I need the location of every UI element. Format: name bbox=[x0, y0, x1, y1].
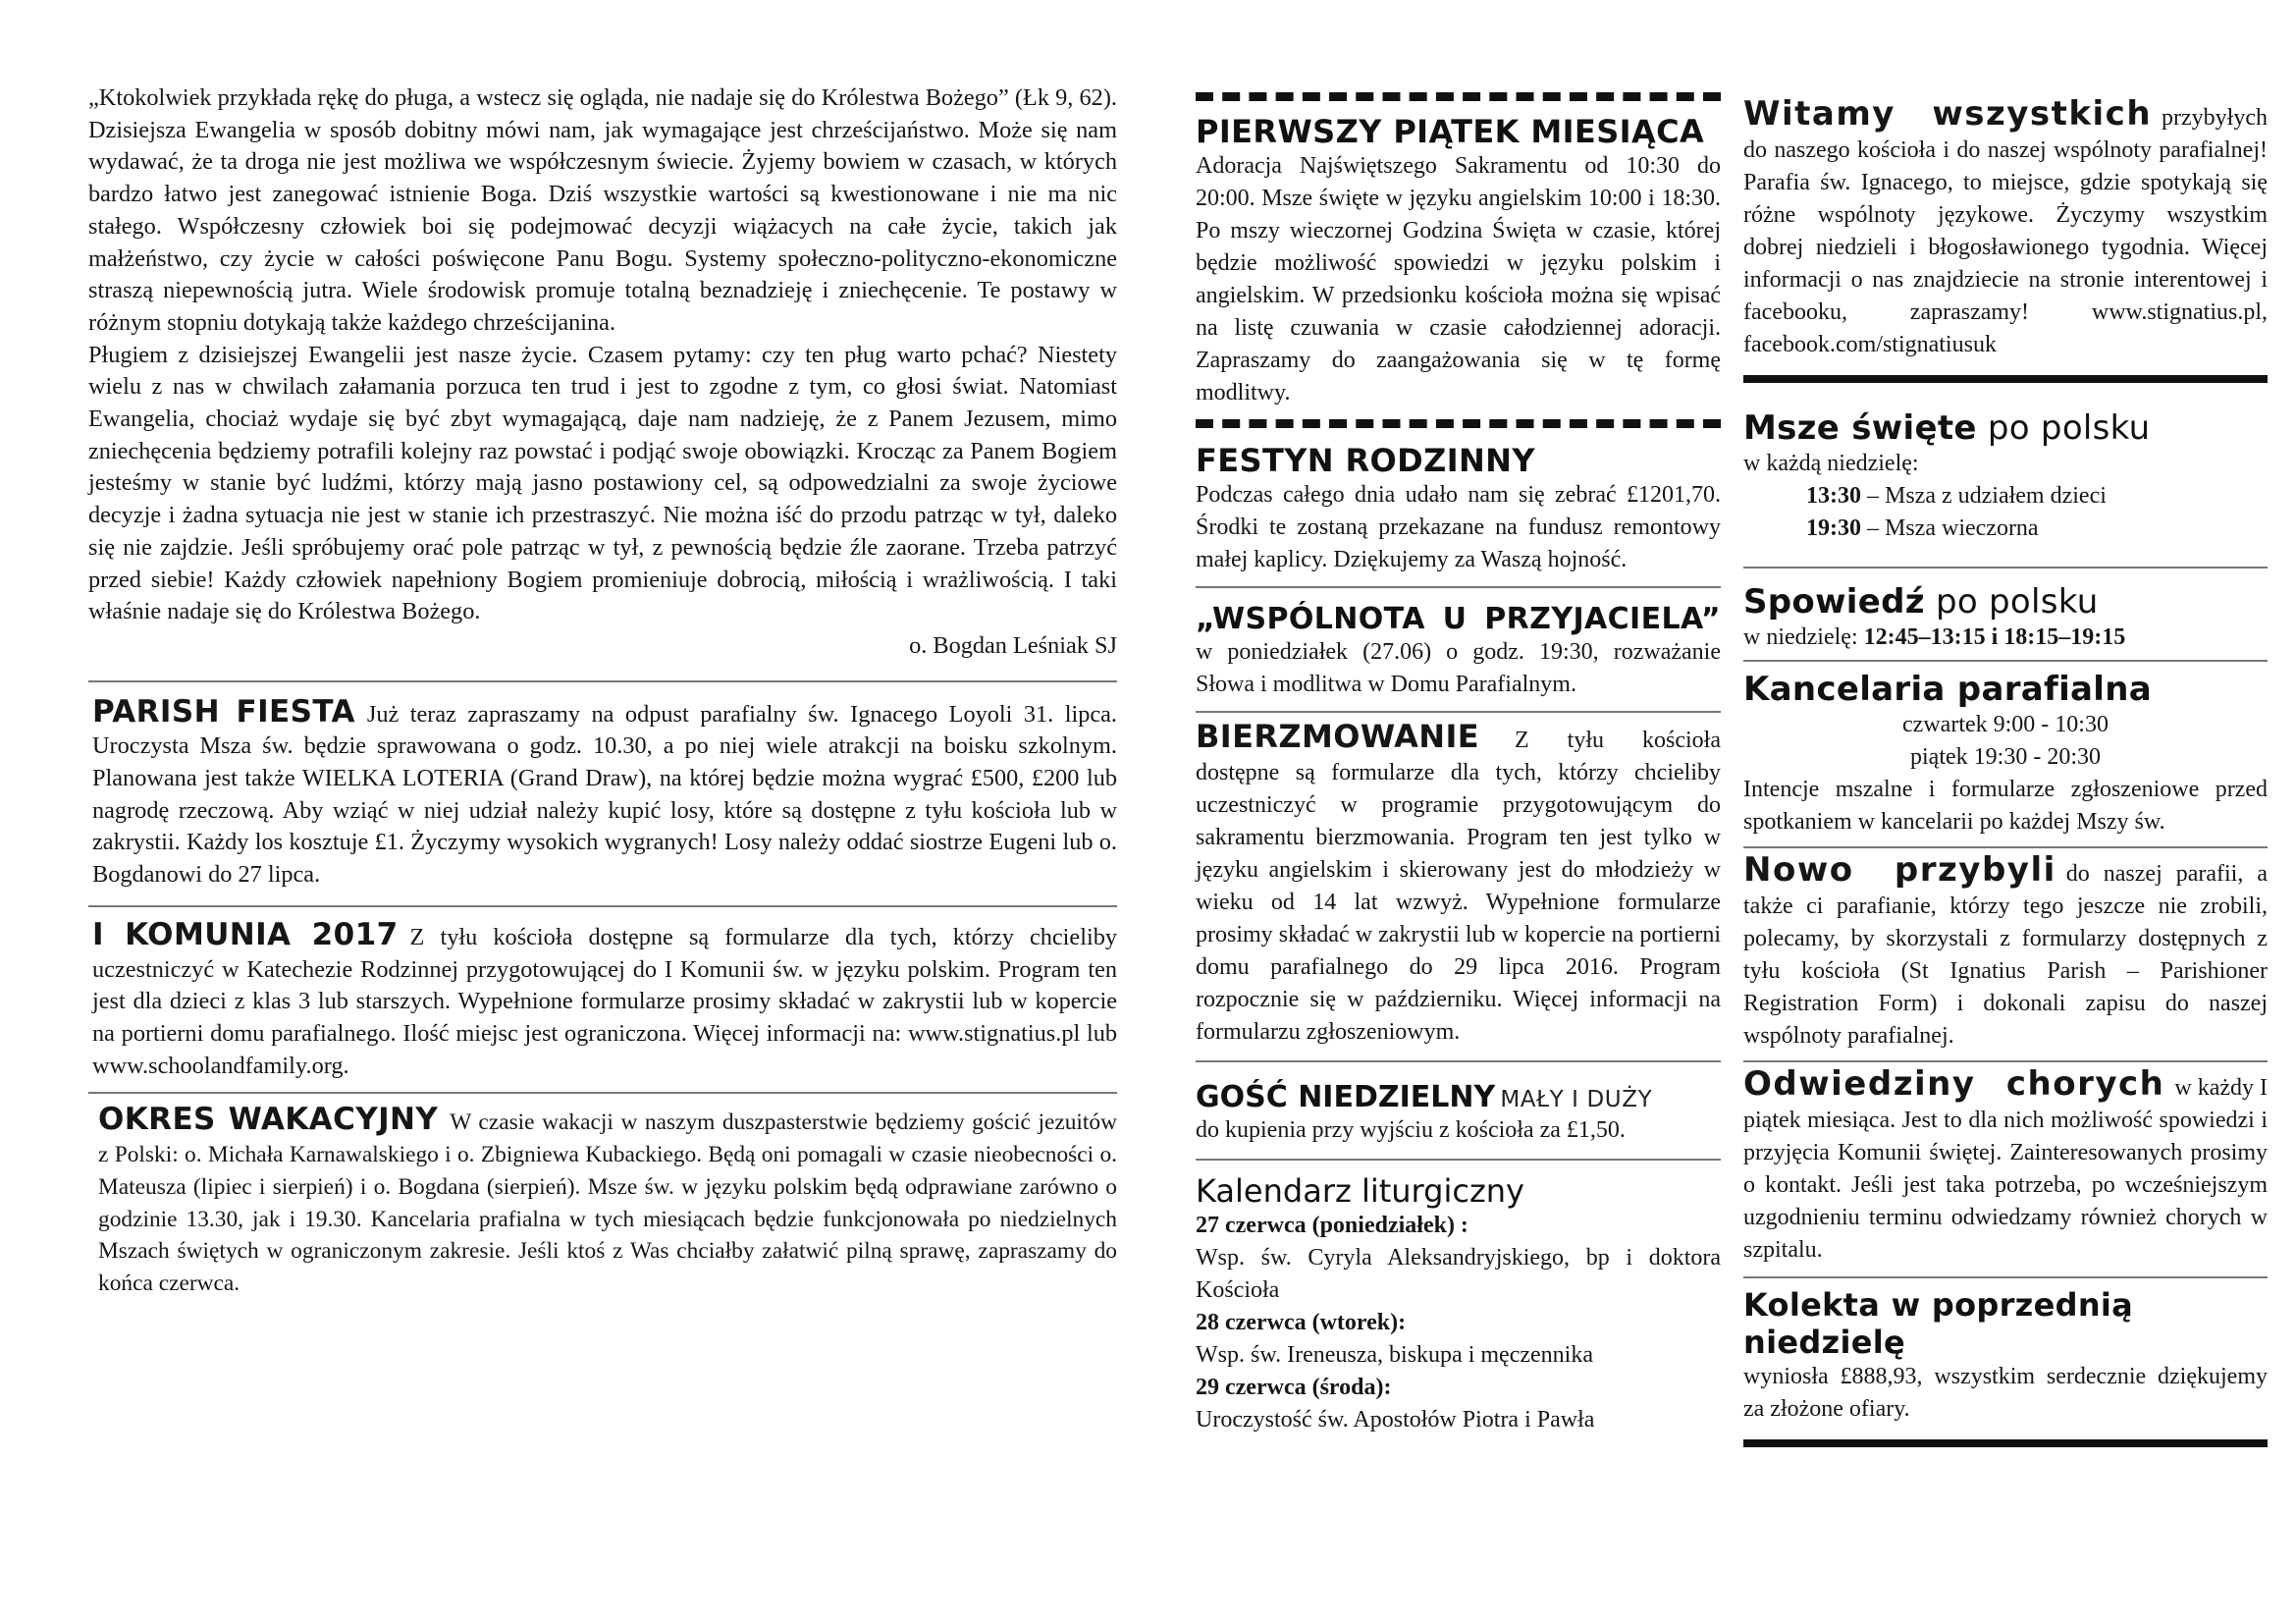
divider bbox=[1743, 1276, 2268, 1278]
divider bbox=[1743, 567, 2268, 568]
odwiedziny-text: w każdy I piątek miesiąca. Jest to dla nich możliwość spowiedzi i przyjęcia Komunii świętej. Zainteresowanych prosimy o kontakt. Jeśli jest taka potrzeba, po wcześniejszym uzgodnieniu terminu odwiedzamy również chorych w szpitalu. bbox=[1743, 1075, 2268, 1263]
spowiedz-times: 12:45–13:15 i 18:15–19:15 bbox=[1863, 624, 2126, 650]
kancelaria-hours-2: piątek 19:30 - 20:30 bbox=[1910, 744, 2101, 770]
divider bbox=[1196, 711, 1721, 713]
parish-fiesta-text: Już teraz zapraszamy na odpust parafialny św. Ignacego Loyoli 31. lipca. Uroczysta Msza św. będzie sprawowana o godz. 10.30, a po niej wiele atrakcji na boisku szkolnym. Planowana jest także WIELKA LOTERIA (Grand Draw), na której będzie można wygrać £500, £200 lub nagrodę rzeczową. Aby wziąć w niej udział należy kupić losy, które są dostępne z tyłu kościoła lub w zakrystii. Każdy los kosztuje £1. Życzymy wysokich wygranych! Losy należy oddać siostrze Eugeni lub o. Bogdanowi do 27 lipca. bbox=[92, 700, 1117, 889]
kalendarz-entry: Wsp. św. Cyryla Aleksandryjskiego, bp i doktora Kościoła bbox=[1196, 1245, 1721, 1303]
bierzmowanie-section bbox=[1196, 718, 1721, 1049]
solid-divider bbox=[1743, 375, 2268, 383]
divider bbox=[1743, 660, 2268, 662]
komunia-title: I KOMUNIA 2017 bbox=[92, 916, 399, 952]
spowiedz-section bbox=[1743, 582, 2268, 654]
divider bbox=[1196, 1060, 1721, 1062]
msze-title-rest: po polsku bbox=[1976, 408, 2151, 448]
kalendarz-date: 29 czerwca (środa): bbox=[1196, 1375, 1392, 1400]
parish-fiesta-title: PARISH FIESTA bbox=[92, 693, 355, 730]
witamy-text: przybyłych do naszego kościoła i do naszej wspólnoty parafialnej! Parafia św. Ignacego, to miejsce, gdzie spotykają się różne wspólnoty językowe. Życzymy wszystkim dobrej niedzieli i błogosławionego tygodnia. Więcej informacji o nas znajdziecie na stronie interentowej i facebooku, zapraszamy! www.stignatius.pl, facebook.com/stignatiusuk bbox=[1743, 105, 2268, 357]
column-left bbox=[88, 82, 1117, 1300]
wakacje-section bbox=[88, 1104, 1117, 1299]
komunia-text: Z tyłu kościoła dostępne są formularze dla tych, którzy chcieliby uczestniczyć w Katechezie Rodzinnej przygotowującej do I Komunii św. w języku polskim. Program ten jest dla dzieci z klas 3 lub starszych. Wypełnione formularze prosimy składać w zakrystii lub w kopercie na portierni domu parafialnego. Ilość miejsc jest ograniczona. Więcej informacji na: www.stignatius.pl lub www.schoolandfamily.org. bbox=[92, 923, 1117, 1079]
reflection-paragraph-2: Pługiem z dzisiejszej Ewangelii jest nasze życie. Czasem pytamy: czy ten pług warto pchać? Niestety wielu z nas w chwilach załamania porzuca ten trud i jest to zgodne z tym, co głosi świat. Natomiast Ewangelia, chociaż wydaje się być zbyt wymagającą, daje nam nadzieję, że z Panem Jezusem, mimo zniechęcenia będziemy potrafili kolejny raz powstać i podjąć swoje obowiązki. Krocząc za Panem Bogiem jesteśmy w stanie być ludźmi, którzy mają jasno postawiony cel, są odpowedzialni za swoje życiowe decyzje i żadna sytuacja nie jest w stanie ich przestraszyć. Nie można iść do przodu patrząc w tył, daleko się nie zajdzie. Jeśli spróbujemy orać pole patrząc w tył, z pewnością będzie źle zaorane. Trzeba patrzyć przed siebie! Każdy człowiek napełniony Bogiem promieniuje dobrocią, miłością i wrażliwością. I taki właśnie nadaje się do Królestwa Bożego. bbox=[88, 341, 1117, 625]
dashed-divider bbox=[1196, 92, 1721, 101]
kalendarz-entry: Uroczystość św. Apostołów Piotra i Pawła bbox=[1196, 1407, 1595, 1433]
wspolnota-text: w poniedziałek (27.06) o godz. 19:30, rozważanie Słowa i modlitwa w Domu Parafialnym. bbox=[1196, 639, 1721, 697]
wspolnota-section bbox=[1196, 602, 1721, 701]
gosc-title: GOŚĆ NIEDZIELNY bbox=[1196, 1080, 1496, 1114]
msze-title-bold: Msze święte bbox=[1743, 408, 1977, 448]
witamy-title: Witamy wszystkich bbox=[1743, 94, 2153, 134]
kalendarz-list bbox=[1196, 1210, 1721, 1436]
kancelaria-section bbox=[1743, 670, 2268, 839]
divider bbox=[1743, 846, 2268, 848]
festyn-section bbox=[1196, 442, 1721, 576]
gosc-subtitle: MAŁY I DUŻY bbox=[1500, 1087, 1653, 1112]
nowo-text: do naszej parafii, a także ci parafianie, którzy tego jeszcze nie zrobili, polecamy, by skorzystali z formularzy dostępnych z tyłu kościoła (St Ignatius Parish – Parishioner Registration Form) i dokonali zapisu do naszej wspólnoty parafialnej. bbox=[1743, 861, 2268, 1049]
festyn-text: Podczas całego dnia udało nam się zebrać £1201,70. Środki te zostaną przekazane na fundusz remontowy małej kaplicy. Dziękujemy za Waszą hojność. bbox=[1196, 482, 1721, 572]
msze-section bbox=[1743, 408, 2268, 545]
divider bbox=[88, 680, 1117, 682]
odwiedziny-section bbox=[1743, 1064, 2268, 1267]
reflection-signature: o. Bogdan Leśniak SJ bbox=[909, 631, 1117, 659]
komunia-section bbox=[88, 916, 1117, 1083]
kolekta-text: wyniosła £888,93, wszystkim serdecznie dziękujemy za złożone ofiary. bbox=[1743, 1364, 2268, 1422]
nowo-section bbox=[1743, 850, 2268, 1053]
wakacje-text: W czasie wakacji w naszym duszpasterstwie będziemy gościć jezuitów z Polski: o. Michała Karnawalskiego i o. Zbigniewa Kubackiego. Będą oni pomagali w czasie nieobecności o. Mateusza (lipiec i sierpień) i o. Bogdana (sierpień). Msze św. w języku polskim będą odprawiane zarówno o godzinie 13.30, jak i 19.30. Kancelaria prafialna w tych miesiącach będzie funkcjonowała po niedzielnych Mszach świętych w ograniczonym zakresie. Jeśli ktoś z Was chciałby załatwić pilną sprawę, zapraszamy do końca czerwca. bbox=[98, 1110, 1117, 1296]
bierzmowanie-title: BIERZMOWANIE bbox=[1196, 718, 1480, 755]
kalendarz-entry: Wsp. św. Ireneusza, biskupa i męczennika bbox=[1196, 1342, 1593, 1368]
kancelaria-text: Intencje mszalne i formularze zgłoszeniowe przed spotkaniem w kancelarii po każdej Mszy św. bbox=[1743, 777, 2268, 835]
wakacje-title: OKRES WAKACYJNY bbox=[98, 1102, 439, 1138]
spowiedz-prefix: w niedzielę: bbox=[1743, 624, 1864, 650]
kalendarz-title: Kalendarz liturgiczny bbox=[1196, 1172, 1524, 1210]
kalendarz-section bbox=[1196, 1172, 1721, 1436]
column-middle bbox=[1196, 92, 1721, 1436]
witamy-section bbox=[1743, 94, 2268, 361]
spowiedz-title-rest: po polsku bbox=[1924, 582, 2099, 622]
divider bbox=[88, 1092, 1117, 1094]
bierzmowanie-text: Z tyłu kościoła dostępne są formularze dla tych, którzy chcieliby uczestniczyć w programie przygotowującym do sakramentu bierzmowania. Program ten jest tylko w języku angielskim i skierowany jest do młodzieży w wieku od 14 lat wzwyż. Wypełnione formularze prosimy składać w zakrystii lub w kopercie na portierni domu parafialnego do 29 lipca 2016. Program rozpocznie się w październiku. Więcej informacji na formularzu zgłoszeniowym. bbox=[1196, 728, 1721, 1045]
kolekta-section bbox=[1743, 1286, 2268, 1426]
divider bbox=[88, 905, 1117, 907]
divider bbox=[1196, 586, 1721, 588]
nowo-title: Nowo przybyli bbox=[1743, 850, 2056, 890]
piatek-text: Adoracja Najświętszego Sakramentu od 10:30 do 20:00. Msze święte w języku angielskim 10:00 i 18:30. Po mszy wieczornej Godzina Święta w czasie, której będzie możliwość spowiedzi w języku polskim i angielskim. W przedsionku kościoła można się wpisać na listę czuwania w czasie całodziennej adoracji. Zapraszamy do zaangażowania się w tę formę modlitwy. bbox=[1196, 153, 1721, 406]
festyn-title: FESTYN RODZINNY bbox=[1196, 442, 1535, 479]
reflection-article bbox=[88, 82, 1117, 663]
reflection-paragraph-1: „Ktokolwiek przykłada rękę do pługa, a wstecz się ogląda, nie nadaje się do Królestwa Bożego” (Łk 9, 62). Dzisiejsza Ewangelia w sposób dobitny mówi nam, jak wymagające jest chrześcijaństwo. Może się nam wydawać, że ta droga nie jest możliwa we współczesnym świecie. Żyjemy bowiem w czasach, w których bardzo łatwo jest zanegować istnienie Boga. Dziś wszystkie wartości są kwestionowane i nie ma nic stałego. Współczesny człowiek boi się podejmować decyzji wiążacych na całe życie, takich jak małżeństwo, czy życie w całości poświęcone Panu Bogu. Systemy społeczno-polityczno-ekonomiczne straszą niepewnością jutra. Wiele środowisk promuje totalną beznadzieję i zniechęcenie. Te postawy w różnym stopniu dotykają także każdego chrześcijanina. bbox=[88, 84, 1117, 336]
kalendarz-date: 27 czerwca (poniedziałek) : bbox=[1196, 1213, 1468, 1238]
gosc-text: do kupienia przy wyjściu z kościoła za £1,50. bbox=[1196, 1117, 1626, 1143]
column-right bbox=[1743, 94, 2268, 1447]
kolekta-title: Kolekta w poprzednią niedzielę bbox=[1743, 1286, 2134, 1361]
gosc-section bbox=[1196, 1080, 1721, 1147]
kancelaria-hours-1: czwartek 9:00 - 10:30 bbox=[1902, 712, 2109, 737]
kancelaria-title: Kancelaria parafialna bbox=[1743, 670, 2152, 709]
dashed-divider bbox=[1196, 419, 1721, 428]
solid-divider bbox=[1743, 1439, 2268, 1447]
divider bbox=[1743, 1060, 2268, 1062]
kalendarz-date: 28 czerwca (wtorek): bbox=[1196, 1310, 1407, 1335]
msze-intro: w każdą niedzielę: bbox=[1743, 451, 1919, 476]
piatek-title: PIERWSZY PIĄTEK MIESIĄCA bbox=[1196, 113, 1705, 150]
msze-item: 19:30 – Msza wieczorna bbox=[1806, 515, 2039, 541]
spowiedz-title-bold: Spowiedź bbox=[1743, 582, 1925, 622]
msze-item: 13:30 – Msza z udziałem dzieci bbox=[1806, 483, 2107, 509]
piatek-section bbox=[1196, 113, 1721, 409]
divider bbox=[1196, 1159, 1721, 1161]
parish-fiesta-section bbox=[88, 693, 1117, 892]
wspolnota-title: „WSPÓLNOTA U PRZYJACIELA” bbox=[1196, 602, 1721, 636]
odwiedziny-title: Odwiedziny chorych bbox=[1743, 1064, 2165, 1104]
